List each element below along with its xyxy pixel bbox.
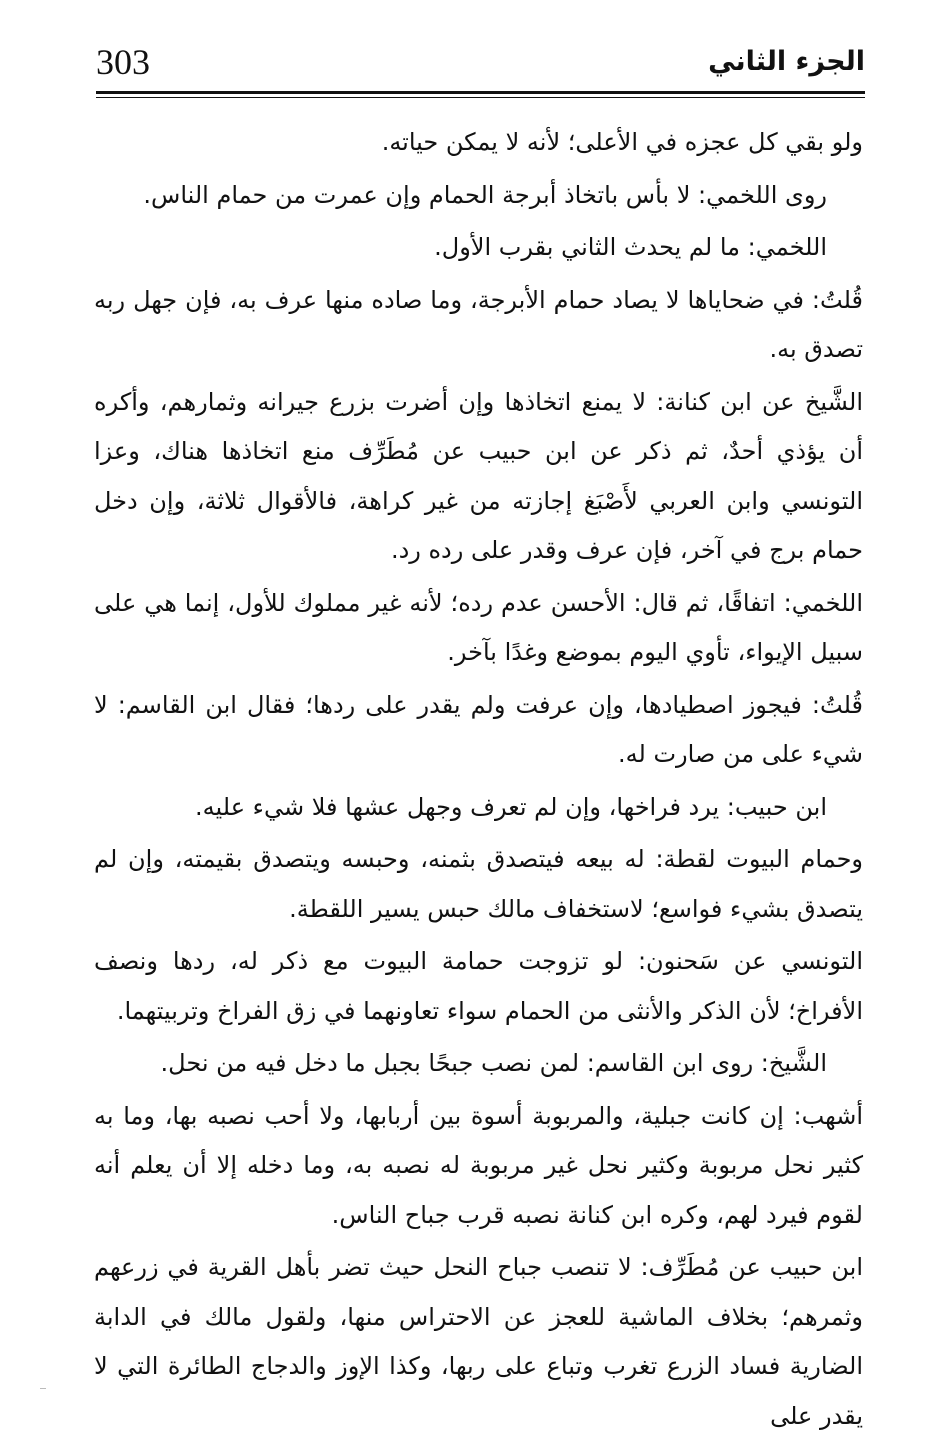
header-rule-thick (96, 91, 865, 94)
paragraph: روى اللخمي: لا بأس باتخاذ أبرجة الحمام وإن عمرت من حمام الناس. (143, 180, 827, 209)
body-text (94, 118, 863, 1441)
paragraph: الشَّيخ: روى ابن القاسم: لمن نصب جبحًا بجبل ما دخل فيه من نحل. (160, 1049, 827, 1077)
paragraph: اللخمي: ما لم يحدث الثاني بقرب الأول. (434, 233, 827, 261)
scan-speck (40, 1388, 46, 1389)
paragraph: الشَّيخ عن ابن كنانة: لا يمنع اتخاذها وإن أضرت بزرع جيرانه وثمارهم، وأكره أن يؤذي أحدٌ، ثم ذكر عن ابن حبيب عن مُطَرِّف منع اتخاذها هناك، وعزا التونسي وابن العربي لأَصْبَغ إجازته من غير كراهة، فالأقوال ثلاثة، وإن دخل حمام برج في آخر، فإن عرف وقدر على رده رد. (94, 387, 863, 564)
paragraph: قُلتُ: فيجوز اصطيادها، وإن عرفت ولم يقدر على ردها؛ فقال ابن القاسم: لا شيء على من صارت له. (94, 690, 863, 768)
paragraph: قُلتُ: في ضحاياها لا يصاد حمام الأبرجة، وما صاده منها عرف به، فإن جهل ربه تصدق به. (94, 285, 863, 363)
paragraph: ابن حبيب: يرد فراخها، وإن لم تعرف وجهل عشها فلا شيء عليه. (195, 792, 827, 821)
page-header (96, 40, 865, 92)
paragraph: اللخمي: اتفاقًا، ثم قال: الأحسن عدم رده؛ لأنه غير مملوك للأول، إنما هي على سبيل الإيواء، تأوي اليوم بموضع وغدًا بآخر. (94, 588, 863, 666)
paragraph: وحمام البيوت لقطة: له بيعه فيتصدق بثمنه، وحبسه ويتصدق بقيمته، وإن لم يتصدق بشيء فواسع؛ لاستخفاف مالك حبس يسير اللقطة. (94, 845, 863, 923)
paragraph: ابن حبيب عن مُطَرِّف: لا تنصب جباح النحل حيث تضر بأهل القرية في زرعهم وثمرهم؛ بخلاف الماشية للعجز عن الاحتراس منها، ولقول مالك في الدابة الضارية فساد الزرع تغرب وتباع على ربها، وكذا الإوز والدجاج الطائرة التي لا يقدر على (94, 1253, 863, 1430)
header-rule-thin (96, 97, 865, 98)
paragraph: التونسي عن سَحنون: لو تزوجت حمامة البيوت مع ذكر له، ردها ونصف الأفراخ؛ لأن الذكر والأنثى من الحمام سواء تعاونهما في زق الفراخ وتربيتهما. (94, 947, 863, 1025)
page-number: 303 (96, 42, 150, 82)
paragraph: أشهب: إن كانت جبلية، والمربوبة أسوة بين أربابها، ولا أحب نصبه بها، وما به كثير نحل مربوبة وكثير نحل غير مربوبة له نصبه به، وما دخله إلا أن يعلم أنه لقوم فيرد لهم، وكره ابن كنانة نصبه قرب جباح الناس. (94, 1101, 863, 1229)
running-title: الجزء الثاني (708, 46, 865, 77)
paragraph: ولو بقي كل عجزه في الأعلى؛ لأنه لا يمكن حياته. (381, 128, 863, 156)
